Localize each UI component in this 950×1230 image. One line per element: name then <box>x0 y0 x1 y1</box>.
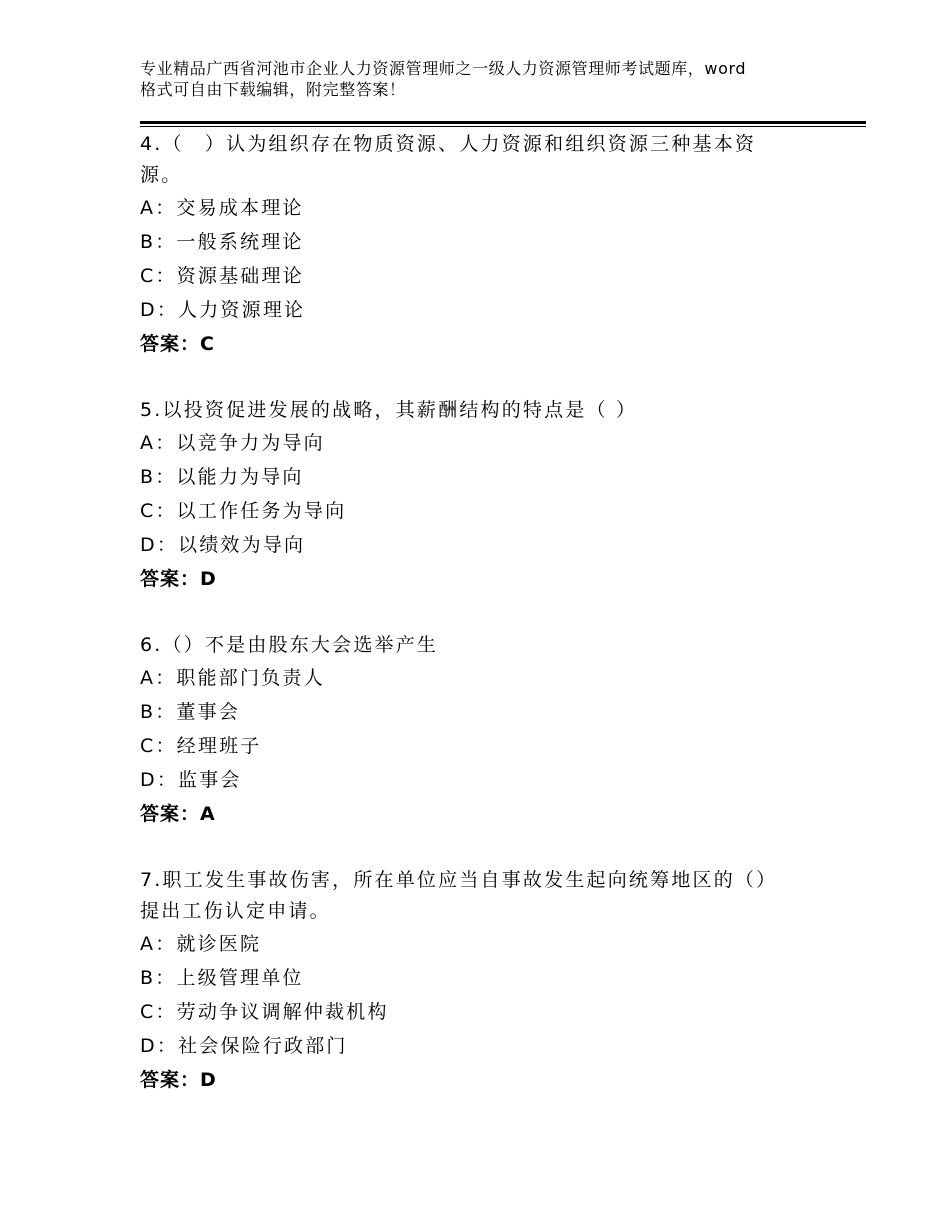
answer: 答案：A <box>140 803 216 825</box>
option-b: B：董事会 <box>140 701 241 723</box>
answer: 答案：C <box>140 333 215 355</box>
question-text <box>140 865 866 927</box>
question-text-line: 7.职工发生事故伤害，所在单位应当自事故发生起向统筹地区的（） <box>140 869 778 891</box>
answer: 答案：D <box>140 568 217 590</box>
question-4 <box>140 129 866 361</box>
option-a: A：交易成本理论 <box>140 197 304 219</box>
question-text <box>140 395 866 426</box>
document-header <box>140 58 830 100</box>
question-7 <box>140 865 866 1097</box>
question-5 <box>140 395 866 596</box>
option-a: A：以竞争力为导向 <box>140 432 325 454</box>
option-c: C：劳动争议调解仲裁机构 <box>140 1001 389 1023</box>
option-c: C：以工作任务为导向 <box>140 500 347 522</box>
question-6 <box>140 630 866 831</box>
option-d: D：社会保险行政部门 <box>140 1035 348 1057</box>
question-list <box>140 128 866 1131</box>
header-rule-thin <box>140 126 866 127</box>
option-b: B：一般系统理论 <box>140 231 304 253</box>
option-c: C：经理班子 <box>140 735 262 757</box>
option-a: A：就诊医院 <box>140 933 262 955</box>
question-text <box>140 129 866 191</box>
option-b: B：上级管理单位 <box>140 967 304 989</box>
header-line-1: 专业精品广西省河池市企业人力资源管理师之一级人力资源管理师考试题库，word <box>140 59 747 78</box>
option-d: D：监事会 <box>140 769 242 791</box>
option-a: A：职能部门负责人 <box>140 667 325 689</box>
question-text <box>140 630 866 661</box>
question-text-line: 5.以投资促进发展的战略，其薪酬结构的特点是（ ） <box>140 399 638 421</box>
question-text-line: 源。 <box>140 164 183 186</box>
question-text-line: 提出工伤认定申请。 <box>140 900 331 922</box>
header-rule-thick <box>140 121 866 124</box>
question-text-line: 4.（ ）认为组织存在物质资源、人力资源和组织资源三种基本资 <box>140 133 757 155</box>
option-d: D：人力资源理论 <box>140 299 306 321</box>
option-b: B：以能力为导向 <box>140 466 304 488</box>
option-c: C：资源基础理论 <box>140 265 304 287</box>
answer: 答案：D <box>140 1069 217 1091</box>
question-text-line: 6.（）不是由股东大会选举产生 <box>140 634 439 656</box>
header-line-2: 格式可自由下载编辑，附完整答案！ <box>140 80 406 99</box>
option-d: D：以绩效为导向 <box>140 534 306 556</box>
